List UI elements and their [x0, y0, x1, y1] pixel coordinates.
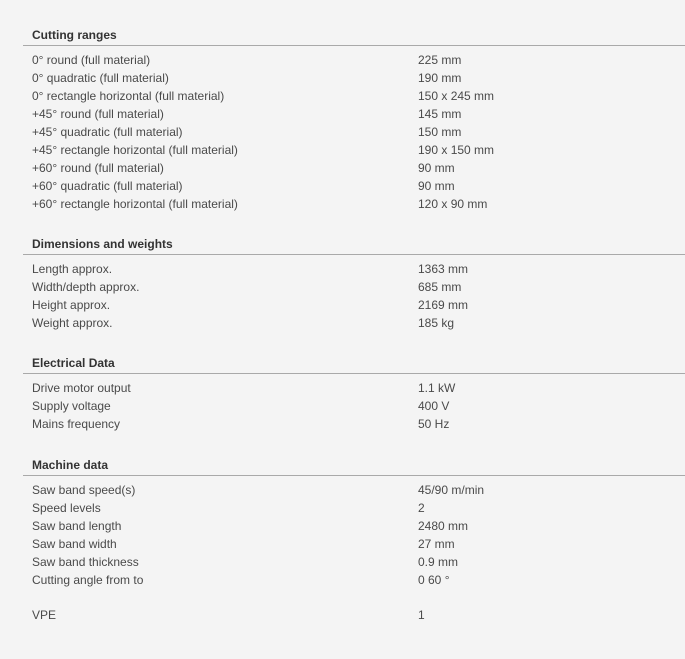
spec-value: 27 mm [418, 537, 455, 551]
spec-label: 0° quadratic (full material) [32, 71, 169, 85]
section-title: Machine data [23, 455, 685, 476]
spec-label: +60° quadratic (full material) [32, 179, 183, 193]
section-electrical-data [23, 353, 685, 433]
spec-row [23, 195, 685, 213]
spec-rows [23, 374, 685, 433]
spec-value: 90 mm [418, 179, 455, 193]
spec-row [23, 69, 685, 87]
spec-value: 90 mm [418, 161, 455, 175]
spec-row [23, 379, 685, 397]
spec-value: 225 mm [418, 53, 462, 67]
spec-value: 190 x 150 mm [418, 143, 495, 157]
spec-rows [23, 255, 685, 332]
spec-row [23, 87, 685, 105]
spec-rows [23, 46, 685, 213]
spec-label: VPE [32, 608, 57, 622]
spec-label: Height approx. [32, 298, 111, 312]
spec-value: 1363 mm [418, 262, 469, 276]
spec-row [23, 397, 685, 415]
spec-value: 400 V [418, 399, 450, 413]
spec-label: +45° rectangle horizontal (full material) [32, 143, 238, 157]
spec-label: +45° quadratic (full material) [32, 125, 183, 139]
spec-value: 1 [418, 608, 425, 622]
spec-row [23, 606, 685, 624]
section-dimensions-weights [23, 234, 685, 332]
spec-value: 0.9 mm [418, 555, 459, 569]
spec-value: 145 mm [418, 107, 462, 121]
spec-label: Width/depth approx. [32, 280, 140, 294]
spec-row [23, 260, 685, 278]
spec-label: Saw band speed(s) [32, 483, 136, 497]
spec-row [23, 415, 685, 433]
spec-row [23, 51, 685, 69]
spec-row [23, 481, 685, 499]
spec-row [23, 141, 685, 159]
spec-label: Drive motor output [32, 381, 131, 395]
spec-label: 0° round (full material) [32, 53, 151, 67]
spec-label: Saw band length [32, 519, 122, 533]
spec-row [23, 278, 685, 296]
spec-label: Saw band thickness [32, 555, 139, 569]
section-title: Electrical Data [23, 353, 685, 374]
spec-label: Speed levels [32, 501, 101, 515]
spec-label: Mains frequency [32, 417, 121, 431]
spec-value: 150 x 245 mm [418, 89, 495, 103]
spec-value: 45/90 m/min [418, 483, 485, 497]
spec-value: 1.1 kW [418, 381, 456, 395]
spec-value: 2169 mm [418, 298, 469, 312]
spec-row [23, 123, 685, 141]
spec-label: +60° round (full material) [32, 161, 164, 175]
vpe-section [23, 606, 685, 624]
spec-rows [23, 476, 685, 589]
spec-value: 2 [418, 501, 425, 515]
section-title: Dimensions and weights [23, 234, 685, 255]
spec-row [23, 517, 685, 535]
spec-label: Weight approx. [32, 316, 113, 330]
spec-label: Saw band width [32, 537, 117, 551]
spec-value: 685 mm [418, 280, 462, 294]
spec-row [23, 499, 685, 517]
section-title: Cutting ranges [23, 25, 685, 46]
spec-label: Cutting angle from to [32, 573, 144, 587]
spec-label: +45° round (full material) [32, 107, 164, 121]
spec-value: 120 x 90 mm [418, 197, 488, 211]
spec-row [23, 553, 685, 571]
section-machine-data [23, 455, 685, 589]
spec-value: 50 Hz [418, 417, 450, 431]
spec-label: 0° rectangle horizontal (full material) [32, 89, 225, 103]
spec-value: 0 60 ° [418, 573, 450, 587]
spec-label: +60° rectangle horizontal (full material) [32, 197, 238, 211]
spec-value: 185 kg [418, 316, 455, 330]
section-cutting-ranges [23, 25, 685, 213]
spec-row [23, 177, 685, 195]
spec-label: Length approx. [32, 262, 113, 276]
spec-value: 150 mm [418, 125, 462, 139]
spec-label: Supply voltage [32, 399, 111, 413]
spec-row [23, 105, 685, 123]
spec-row [23, 571, 685, 589]
spec-row [23, 159, 685, 177]
spec-row [23, 296, 685, 314]
spec-value: 2480 mm [418, 519, 469, 533]
spec-row [23, 314, 685, 332]
spec-value: 190 mm [418, 71, 462, 85]
spec-row [23, 535, 685, 553]
